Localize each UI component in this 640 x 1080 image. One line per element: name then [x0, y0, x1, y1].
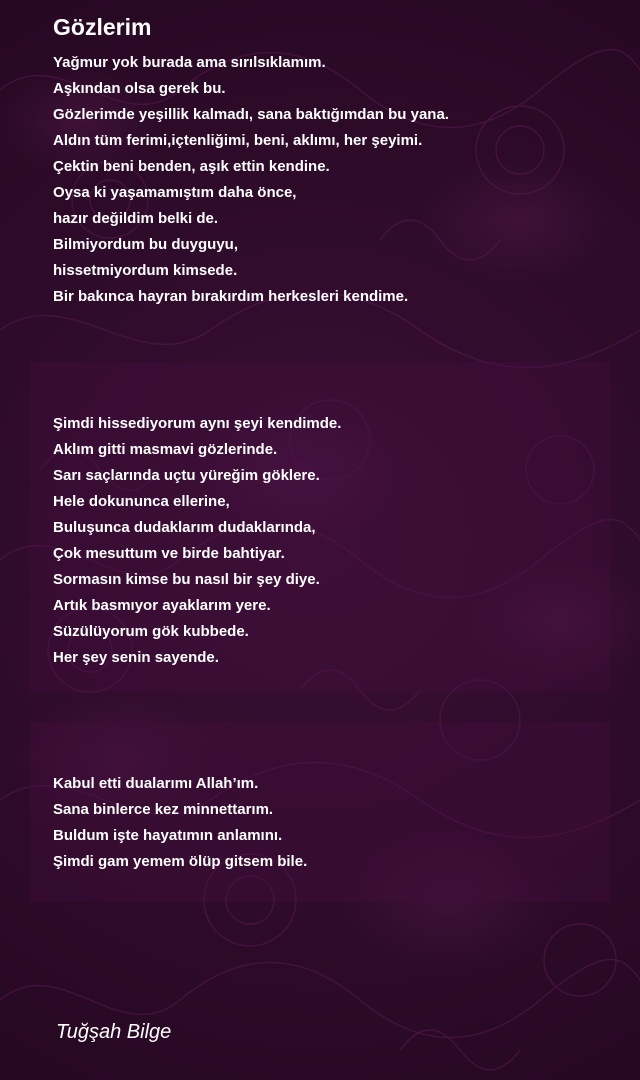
poem-line: hissetmiyordum kimsede. — [53, 262, 238, 279]
poem-line: Artık basmıyor ayaklarım yere. — [53, 597, 271, 614]
poem-line: Bir bakınca hayran bırakırdım herkesleri kendime. — [53, 288, 409, 305]
poem-line: Süzülüyorum gök kubbede. — [53, 623, 249, 640]
stanza-2 — [53, 411, 613, 671]
poem-line: Çok mesuttum ve birde bahtiyar. — [53, 545, 285, 562]
stanza-1 — [53, 50, 613, 310]
poem-line: Buluşunca dudaklarım dudaklarında, — [53, 519, 316, 536]
poem-line: Sormasın kimse bu nasıl bir şey diye. — [53, 571, 320, 588]
poem-line: Sana binlerce kez minnettarım. — [53, 801, 274, 818]
poem-line: Bilmiyordum bu duyguyu, — [53, 236, 239, 253]
poem-author: Tuğşah Bilge — [56, 1021, 172, 1043]
poem-line: Aşkından olsa gerek bu. — [53, 80, 226, 97]
poem-line: Şimdi gam yemem ölüp gitsem bile. — [53, 853, 308, 870]
poem-line: Aklım gitti masmavi gözlerinde. — [53, 441, 278, 458]
poem-line: Hele dokununca ellerine, — [53, 493, 230, 510]
poem-line: hazır değildim belki de. — [53, 210, 219, 227]
poem-line: Aldın tüm ferimi,içtenliğimi, beni, aklımı, her şeyimi. — [53, 132, 423, 149]
poem-title: Gözlerim — [53, 14, 152, 40]
poem-line: Kabul etti dualarımı Allah’ım. — [53, 775, 259, 792]
poem-line: Şimdi hissediyorum aynı şeyi kendimde. — [53, 415, 342, 432]
stanza-3 — [53, 771, 613, 875]
poem-line: Oysa ki yaşamamıştım daha önce, — [53, 184, 297, 201]
poem-line: Yağmur yok burada ama sırılsıklamım. — [53, 54, 326, 71]
poem-line: Gözlerimde yeşillik kalmadı, sana baktığımdan bu yana. — [53, 106, 449, 123]
poem-line: Çektin beni benden, aşık ettin kendine. — [53, 158, 330, 175]
poem-line: Sarı saçlarında uçtu yüreğim göklere. — [53, 467, 320, 484]
poem-line: Her şey senin sayende. — [53, 649, 219, 666]
poem-line: Buldum işte hayatımın anlamını. — [53, 827, 283, 844]
